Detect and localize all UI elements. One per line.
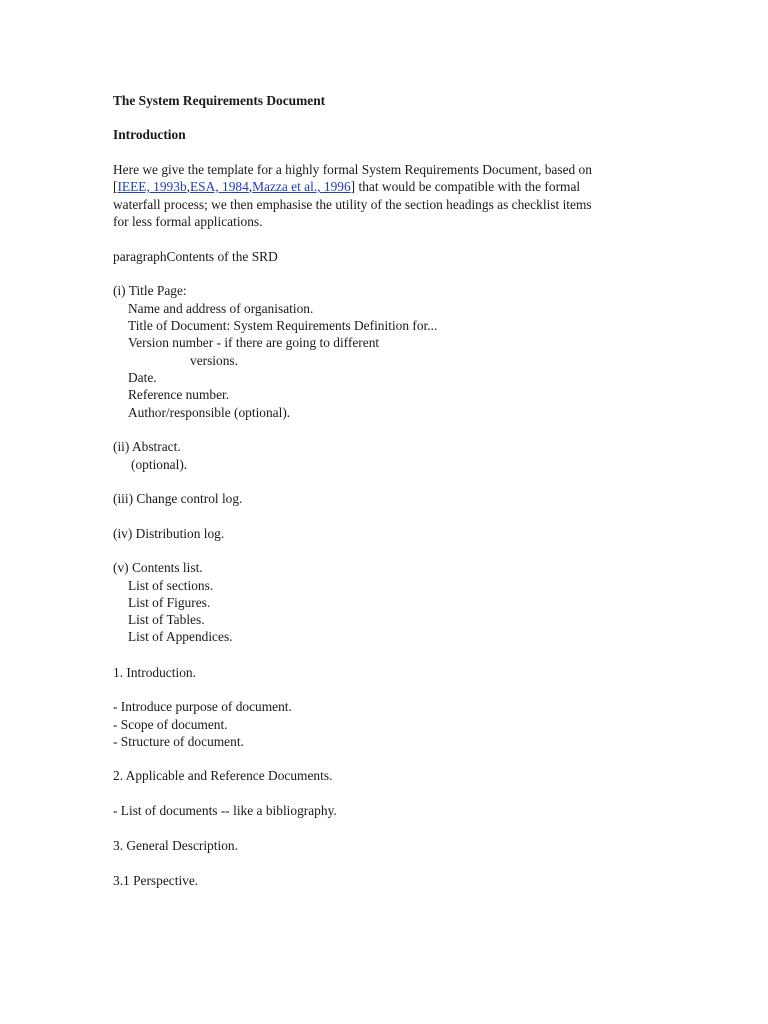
separator: ,: [186, 179, 190, 194]
reference-link-ieee-1993b[interactable]: IEEE, 1993b: [117, 179, 187, 194]
intro-paragraph-line: for less formal applications.: [113, 214, 263, 229]
list-item: List of sections.: [128, 578, 214, 593]
section-heading: 2. Applicable and Reference Documents.: [113, 768, 333, 783]
introduction-heading: Introduction: [113, 127, 186, 142]
reference-link-mazza-1996[interactable]: Mazza et al., 1996: [252, 179, 351, 194]
contents-heading: paragraphContents of the SRD: [113, 249, 278, 264]
list-item: - Introduce purpose of document.: [113, 699, 292, 714]
contents-list-heading: (v) Contents list.: [113, 560, 203, 575]
list-item: Name and address of organisation.: [128, 301, 314, 316]
list-item: - Structure of document.: [113, 734, 244, 749]
list-item-continuation: versions.: [190, 353, 238, 368]
intro-paragraph-text: ] that would be compatible with the formal: [350, 179, 581, 194]
list-item: - List of documents -- like a bibliography.: [113, 803, 337, 818]
list-item: List of Appendices.: [128, 629, 233, 644]
change-control-log: (iii) Change control log.: [113, 491, 243, 506]
intro-paragraph-line: [113, 178, 580, 195]
list-item: Reference number.: [128, 387, 230, 402]
intro-paragraph-line: Here we give the template for a highly formal System Requirements Document, based on: [113, 162, 592, 177]
list-item: Version number - if there are going to different: [128, 335, 380, 350]
section-heading: 3.1 Perspective.: [113, 873, 199, 888]
reference-link-esa-1984[interactable]: ESA, 1984: [190, 179, 249, 194]
distribution-log: (iv) Distribution log.: [113, 526, 225, 541]
section-heading: 3. General Description.: [113, 838, 238, 853]
list-item: List of Tables.: [128, 612, 205, 627]
list-item: Author/responsible (optional).: [128, 405, 291, 420]
list-item: - Scope of document.: [113, 717, 228, 732]
abstract-heading: (ii) Abstract.: [113, 439, 181, 454]
separator: ,: [248, 179, 253, 194]
list-item: List of Figures.: [128, 595, 211, 610]
open-bracket: [: [113, 179, 118, 194]
list-item: Title of Document: System Requirements Definition for...: [128, 318, 438, 333]
document-title: The System Requirements Document: [113, 93, 326, 108]
section-heading: 1. Introduction.: [113, 665, 196, 680]
list-item: Date.: [128, 370, 157, 385]
abstract-note: (optional).: [131, 457, 188, 472]
title-page-heading: (i) Title Page:: [113, 283, 187, 298]
intro-paragraph-line: waterfall process; we then emphasise the utility of the section headings as checklist items: [113, 197, 592, 212]
